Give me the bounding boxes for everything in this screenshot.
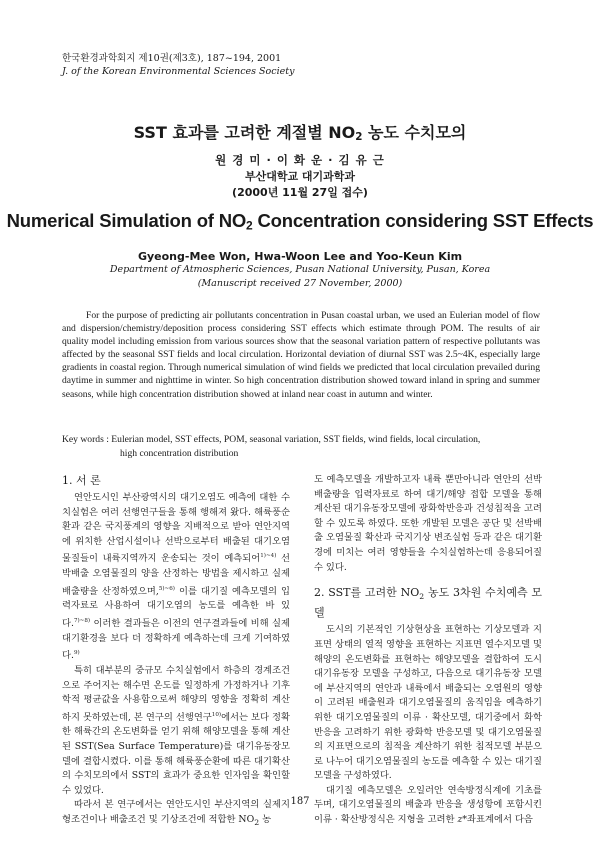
korean-authors: 원 경 미 · 이 화 운 · 김 유 근 (215, 153, 385, 167)
page-number: 187 (290, 796, 310, 807)
model-paragraph-1: 도시의 기본적인 기상현상을 표현하는 기상모델과 지표면 상태의 열적 영향을 표현하는 지표면 열수지모델 및 해양의 온도변화를 표현하는 해양모델을 결합하여 도시 대기유동장 모델을 구성하고, 다음으로 대기유동장 모델에 부산지역의 연안과 내륙에서 배출되는 오염원의 영향이 고려된 배출원과 대기오염물질의 움직임을 예측하기 위한 대기오염물질의 이류 · 확산모델, 대기중에서 화학반응을 고려하기 위한 광화학 반응모델 및 대기오염물질의 지표면으로의 침적을 계산하기 위한 침적모델 부분으로 나누어 대기오염물질의 농도를 예측할 수 있는 대기질 모델을 구성하였다. (314, 624, 542, 782)
section-1-heading: 1. 서 론 (62, 474, 101, 487)
english-authors: Gyeong-Mee Won, Hwa-Woon Lee and Yoo-Keun Kim (137, 250, 463, 263)
journal-english: J. of the Korean Environmental Sciences Society (62, 66, 295, 77)
journal-header (62, 52, 294, 78)
right-column (314, 473, 542, 828)
intro-paragraph-1: 연안도시인 부산광역시의 대기오염도 예측에 대한 수치실험은 여러 선행연구들을 통해 행해져 왔다. 해륙풍순환과 같은 국지풍계의 영향을 지배적으로 받아 연안지역에 위치한 산업시설이나 선박으로부터 배출된 대기오염물질들이 내륙지역까지 운송되는 것이 예측되어$^{1)\sim 4)}$ 선박배출 오염물질의 양을 산정하는 방법을 제시하고 실제 배출량을 산정하였으며,$^{5)\sim 6)}$ 이를 대기질 예측모델의 입력자료로 사용하여 대기오염의 농도를 예측한 바 있다.$^{7)\sim 8)}$ 이러한 결과들은 이전의 연구결과들에 비해 실제 대기환경을 보다 더 정확하게 예측하는데 크게 기여하였다.$^{9)}$ (62, 492, 291, 662)
english-affiliation: Department of Atmospheric Sciences, Pusan National University, Pusan, Korea (109, 264, 491, 275)
model-paragraph-2: 대기질 예측모델은 오일러안 연속방정식계에 기초를 두며, 대기오염물질의 배출과 반응을 생성항에 포함시킨 이류 · 확산방정식은 지형을 고려한 z*좌표계에서 다음 (314, 784, 542, 826)
korean-title: SST 효과를 고려한 계절별 $NO_2$ 농도 수치모의 (133, 123, 467, 144)
english-received-date: (Manuscript received 27 November, 2000) (197, 278, 403, 289)
section-2-heading: 2. SST를 고려한 $NO_2$ 농도 3차원 수치예측 모델 (314, 586, 542, 620)
left-column (62, 473, 290, 830)
keywords-list: Eulerian model, SST effects, POM, seasonal variation, SST fields, wind fields, local circulation, (111, 434, 481, 445)
english-title: Numerical Simulation of $NO_2$ Concentration considering SST Effects (6, 210, 594, 233)
intro-paragraph-3-cont: 도 예측모델을 개발하고자 내륙 뿐만아니라 연안의 선박배출량을 입력자료로 하여 대기/해양 접합 모델을 통해 계산된 대기유동장모델에 광화학반응과 건성침적을 고려할 수 있도록 하였다. 또한 개발된 모델은 공단 및 선박배출 오염물질 확산과 국지기상 변조실험 등과 같은 대기환경에 미치는 여러 영향들을 수치실험하는데 응용되어질 수 있다. (314, 474, 542, 573)
intro-paragraph-2: 특히 대부분의 중규모 수치실험에서 하층의 경계조건으로 주어지는 해수면 온도를 일정하게 가정하거나 기후학적 평균값을 사용함으로써 해양의 영향을 정확히 계산하지 못하였는데, 본 연구의 선행연구$^{10)}$에서는 보다 정확한 해륙간의 온도변화를 얻기 위해 해양모델을 통해 계산된 SST(Sea Surface Temperature)를 대기유동장모델에 결합시켰다. 이를 통해 해륙풍순환에 따른 대기확산의 수치모의에서 SST의 효과가 중요한 인자임을 확인할 수 있었다. (62, 664, 290, 796)
intro-paragraph-3: 따라서 본 연구에서는 연안도시인 부산지역의 실제지형조건이나 배출조건 및 기상조건에 적합한 $NO_2$ 농 (62, 799, 290, 827)
abstract: For the purpose of predicting air pollutants concentration in Pusan coastal urban, we used an Eulerian model of flow and dispersion/chemistry/deposition process considering SST effects which estimate through POM. The results of air quality model including emission from various sources show that the seasonal variation pattern of respective pollutants was affected by the seasonal SST fields and local circulation. Horizontal deviation of diurnal SST was 2.5~4K, especially large gradients in coastal region. Through numerical simulation of wind fields we predicted that local circulation prevailed during daytime in summer and nighttime in winter. So high concentration distribution showed toward inland in spring and summer seasons, while high concentration distribution showed at inland near coast in autumn and winter. (62, 310, 540, 400)
keywords-list-cont: high concentration distribution (120, 447, 239, 459)
korean-affiliation: 부산대학교 대기과학과 (244, 170, 356, 183)
korean-received-date: (2000년 11월 27일 접수) (232, 186, 368, 199)
keywords-label: Key words : (62, 434, 112, 445)
keywords (62, 433, 540, 460)
journal-korean: 한국환경과학회지 제10권(제3호), 187~194, 2001 (62, 53, 282, 64)
